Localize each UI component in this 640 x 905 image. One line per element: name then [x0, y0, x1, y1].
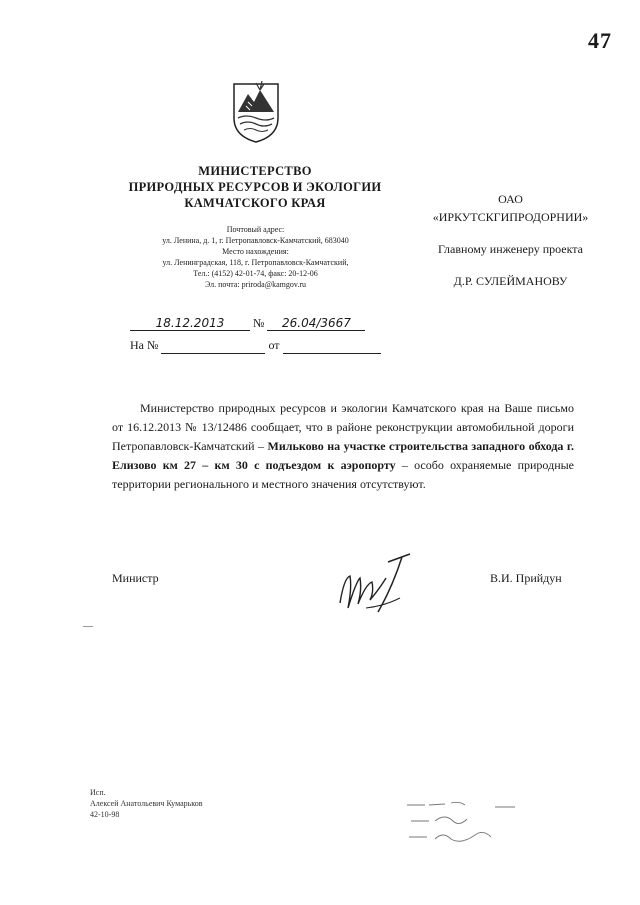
letter-date: 18.12.2013 [130, 316, 250, 331]
ministry-address [118, 224, 393, 290]
ministry-title-line: КАМЧАТСКОГО КРАЯ [184, 196, 326, 210]
scan-artifact [83, 626, 93, 627]
outgoing-reference [130, 316, 365, 331]
address-line: ул. Ленинградская, 118, г. Петропавловск-Камчатский, [162, 258, 349, 267]
executor-phone: 42-10-98 [90, 810, 120, 819]
recipient-block [408, 190, 613, 290]
handwritten-signature [330, 548, 420, 618]
letter-body [112, 399, 574, 494]
address-line: Эл. почта: priroda@kamgov.ru [204, 280, 307, 289]
letter-number: 26.04/3667 [267, 316, 365, 331]
page-number: 47 [588, 28, 612, 53]
reply-label: На № [130, 338, 159, 352]
recipient-position: Главному инженеру проекта [438, 242, 583, 256]
reply-date-blank [283, 338, 381, 354]
ministry-title-line: ПРИРОДНЫХ РЕСУРСОВ И ЭКОЛОГИИ [128, 180, 382, 194]
registration-stamp [405, 799, 520, 849]
address-line: Место нахождения: [222, 247, 289, 256]
from-label: от [268, 338, 280, 352]
signatory-name: В.И. Прийдун [490, 571, 562, 585]
recipient-org-line: ОАО [498, 192, 523, 206]
ministry-title [110, 163, 400, 211]
address-line: Тел.: (4152) 42-01-74, факс: 20-12-06 [193, 269, 318, 278]
coat-of-arms-emblem [226, 78, 286, 144]
executor-name: Алексей Анатольевич Кумарьков [90, 799, 203, 808]
reply-number-blank [161, 338, 265, 354]
body-text-bold: Мильково на участке строительства западного обхода г. Елизово км 27 – км 30 с подъездом к аэропорту [112, 439, 574, 472]
recipient-org-line: «ИРКУТСКГИПРОДОРНИИ» [432, 210, 589, 224]
body-text-end: – особо охраняемые природные территории регионального и местного значения отсутствуют. [112, 458, 574, 491]
address-line: Почтовый адрес: [226, 225, 285, 234]
number-label: № [253, 316, 265, 330]
executor-block [90, 787, 203, 820]
executor-label: Исп. [90, 788, 106, 797]
ministry-title-line: МИНИСТЕРСТВО [198, 164, 312, 178]
incoming-reference [130, 338, 381, 354]
signatory-position: Министр [112, 571, 159, 585]
address-line: ул. Ленина, д. 1, г. Петропавловск-Камчатский, 683040 [162, 236, 349, 245]
body-text-plain: Министерство природных ресурсов и экологии Камчатского края на Ваше письмо от 16.12.2013 № 13/12486 сообщает, что в районе реконструкции автомобильной дороги Петропавловск-Камчатский – [112, 401, 574, 453]
recipient-name: Д.Р. СУЛЕЙМАНОВУ [453, 274, 568, 288]
